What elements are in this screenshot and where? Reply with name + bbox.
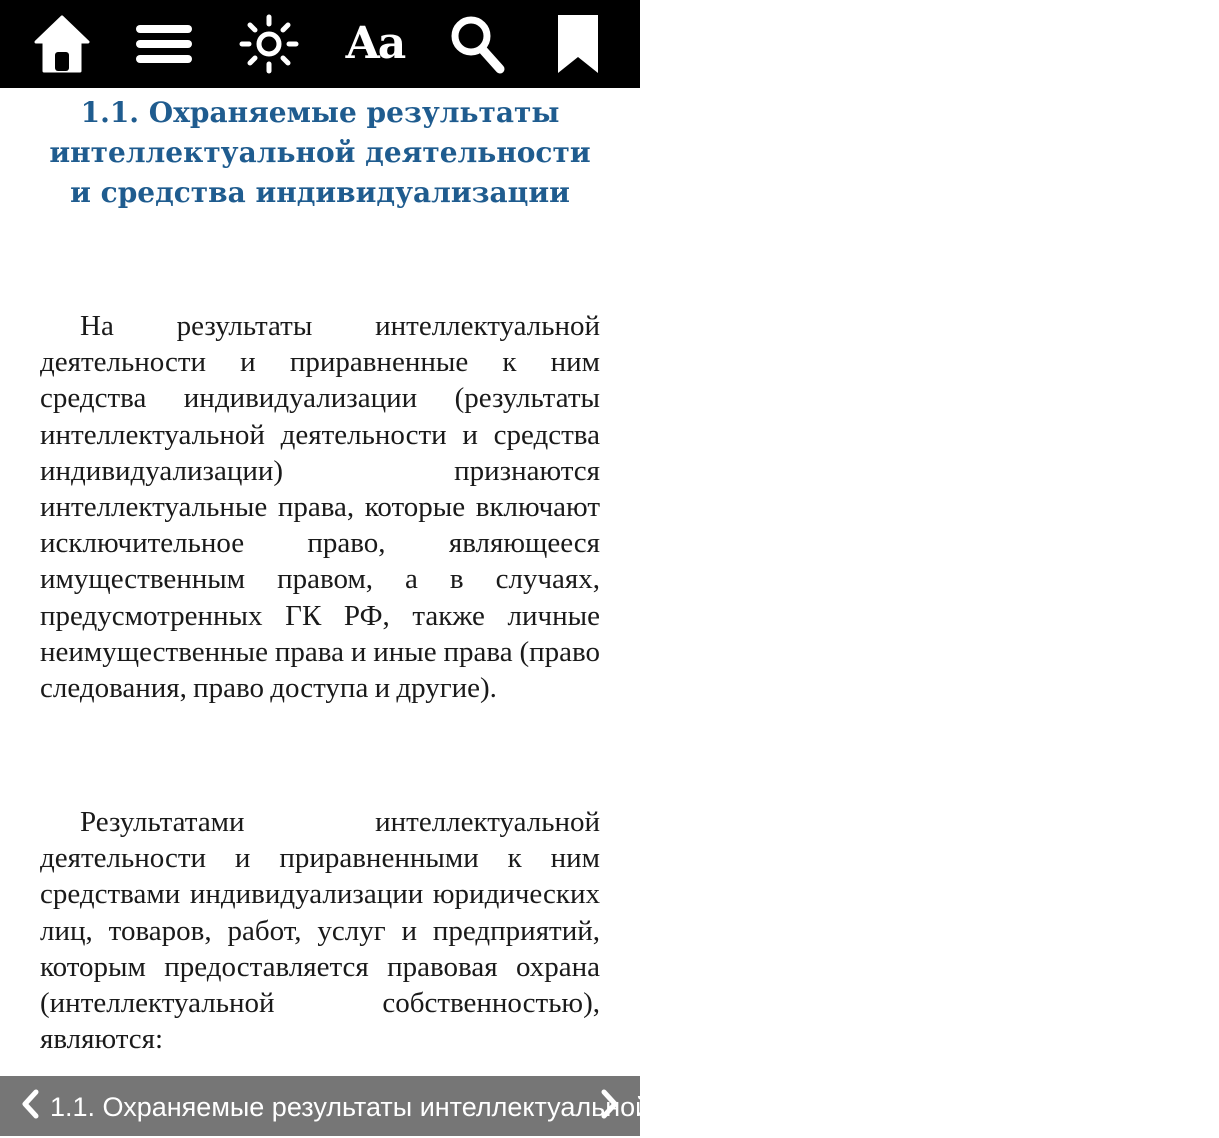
chapter-title: 1.1. Охраняемые результаты интеллектуальной деятельности и средства индивидуализации <box>49 96 591 209</box>
bookmark-button[interactable] <box>548 0 608 88</box>
search-icon <box>448 13 506 75</box>
brightness-button[interactable] <box>234 0 304 88</box>
bottom-navigation-bar <box>0 1076 1219 1136</box>
reader-content[interactable] <box>0 88 640 1076</box>
home-icon <box>33 14 91 74</box>
bookmark-icon <box>555 13 601 75</box>
chevron-left-icon <box>20 1089 40 1124</box>
search-button[interactable] <box>444 0 510 88</box>
next-chapter-button[interactable] <box>590 1076 630 1136</box>
chevron-right-icon <box>600 1089 620 1124</box>
previous-chapter-button[interactable] <box>10 1076 50 1136</box>
paragraph: На результаты интеллектуальной деятельности и приравненные к ним средства индивидуализации (результаты интеллектуальной деятельности и средства индивидуализации) признаются интеллектуальные права, которые включают исключительное право, являющееся имущественным правом, а в случаях, предусмотренных ГК РФ, также личные неимущественные права и иные права (право следования, право доступа и другие). <box>40 310 600 705</box>
brightness-icon <box>238 13 300 75</box>
font-size-label: Aa <box>345 18 405 69</box>
font-size-button[interactable] <box>338 0 412 88</box>
current-chapter-title[interactable]: 1.1. Охраняемые результаты интеллектуальной деятельности и средства индивидуализации <box>50 1092 1219 1122</box>
paragraph: Результатами интеллектуальной деятельности и приравненными к ним средствами индивидуализации юридических лиц, товаров, работ, услуг и предприятий, которым предоставляется правовая охрана (интеллектуальной собственностью), являются: <box>40 806 600 1056</box>
home-button[interactable] <box>28 0 96 88</box>
menu-icon <box>134 22 194 66</box>
top-toolbar <box>0 0 640 88</box>
menu-button[interactable] <box>130 0 198 88</box>
